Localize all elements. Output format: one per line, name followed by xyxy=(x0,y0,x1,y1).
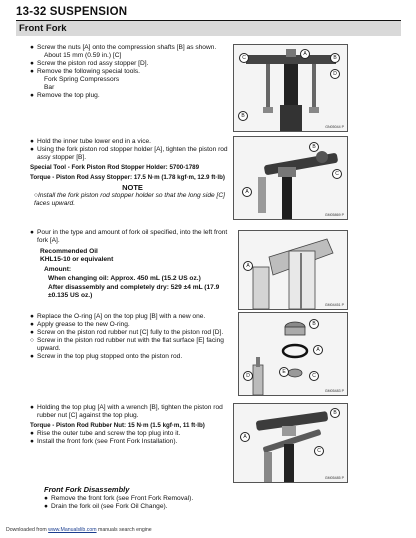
list-item: ● Remove the front fork (see Front Fork Removal). xyxy=(44,495,194,502)
figure-id: GM05869 P xyxy=(324,213,344,217)
list-item: ● Screw the nuts [A] onto the compression shafts [B] as shown. xyxy=(30,44,217,51)
figure-id: GN05044 P xyxy=(325,125,344,129)
callout: A xyxy=(243,261,253,271)
page-title: 13-32 SUSPENSION xyxy=(16,6,128,18)
list-item: ● Apply grease to the new O-ring. xyxy=(30,321,130,328)
figure-top-plug xyxy=(238,312,348,396)
figure-id: GM05483 P xyxy=(324,389,344,393)
step-block-4 xyxy=(30,313,235,361)
list-item: ● Remove the following special tools. xyxy=(30,68,140,75)
callout: A xyxy=(300,49,310,59)
callout: B xyxy=(330,408,340,418)
list-item: ● Using the fork piston rod stopper holder [A], tighten the piston rod assy stopper [B]. xyxy=(30,146,228,161)
callout: A xyxy=(242,187,252,197)
list-item: ● Replace the O-ring [A] on the top plug [B] with a new one. xyxy=(30,313,206,320)
amount-label: Amount: xyxy=(44,266,72,273)
callout: C xyxy=(332,169,342,179)
list-item: ● Pour in the type and amount of fork oil specified, into the left front fork [A]. xyxy=(30,229,228,244)
callout: D xyxy=(243,371,253,381)
amount-change: When changing oil: Approx. 450 mL (15.2 US oz.) xyxy=(48,275,201,282)
list-item: ● Screw on the piston rod rubber nut [C] fully to the piston rod [D]. xyxy=(30,329,224,336)
callout: C xyxy=(309,371,319,381)
list-item: About 15 mm (0.59 in.) [C] xyxy=(44,52,122,59)
callout: A xyxy=(240,432,250,442)
list-item: ● Holding the top plug [A] with a wrench [B], tighten the piston rod rubber nut [C] against the top plug. xyxy=(30,404,223,419)
callout: B xyxy=(330,53,340,63)
callout: B xyxy=(309,142,319,152)
callout: A xyxy=(313,345,323,355)
figure-id: GM04451 P xyxy=(324,303,344,307)
callout: B xyxy=(238,111,248,121)
subsection-title: Front Fork Disassembly xyxy=(44,485,130,494)
list-item: ● Rise the outer tube and screw the top plug into it. xyxy=(30,430,181,437)
section-title: Front Fork xyxy=(16,20,401,36)
callout: E xyxy=(279,367,289,377)
recommended-oil-value: KHL15-10 or equivalent xyxy=(40,256,114,263)
figure-stopper-holder xyxy=(233,136,348,220)
list-item: Bar xyxy=(44,84,55,91)
figure-wrench xyxy=(233,403,348,483)
footer-link[interactable]: www.Manualslib.com xyxy=(48,527,97,533)
list-item: Fork Spring Compressors xyxy=(44,76,120,83)
note-title: NOTE xyxy=(122,183,143,192)
note-text: ○Install the fork piston rod stopper holder so that the long side [C] faces upward. xyxy=(34,192,225,207)
list-item: ● Screw the piston rod assy stopper [D]. xyxy=(30,60,149,67)
list-item: ○ Screw in the piston rod rubber nut with the flat surface [E] facing upward. xyxy=(30,337,224,352)
callout: C xyxy=(239,53,249,63)
amount-after: After disassembly and completely dry: 529 ±4 mL (17.9 ±0.135 US oz.) xyxy=(48,284,220,299)
step-block-3 xyxy=(30,229,235,300)
subsection-block xyxy=(44,495,344,511)
list-item: ● Install the front fork (see Front Fork Installation). xyxy=(30,438,178,445)
step-block-5 xyxy=(30,404,235,446)
callout: D xyxy=(330,69,340,79)
page-header xyxy=(16,6,401,36)
list-item: ● Remove the top plug. xyxy=(30,92,100,99)
step-block-1 xyxy=(30,44,235,100)
footer-suffix: manuals search engine xyxy=(98,527,152,533)
callout: C xyxy=(314,446,324,456)
callout: B xyxy=(309,319,319,329)
torque-spec: Torque - Piston Rod Rubber Nut: 15 N·m (1.5 kgf·m, 11 ft·lb) xyxy=(30,422,205,429)
list-item: ● Screw in the top plug stopped onto the piston rod. xyxy=(30,353,183,360)
torque-spec: Torque - Piston Rod Assy Stopper: 17.5 N·m (1.78 kgf·m, 12.9 ft·lb) xyxy=(30,174,225,181)
footer-prefix: Downloaded from xyxy=(6,527,47,533)
step-block-2 xyxy=(30,138,235,208)
figure-id: GM05485 P xyxy=(324,476,344,480)
figure-oil-pour xyxy=(238,230,348,310)
list-item: ● Hold the inner tube lower end in a vice. xyxy=(30,138,151,145)
recommended-oil-label: Recommended Oil xyxy=(40,248,98,255)
footer xyxy=(6,527,152,533)
figure-compressor xyxy=(233,44,348,132)
list-item: ● Drain the fork oil (see Fork Oil Change). xyxy=(44,503,168,510)
special-tool: Special Tool - Fork Piston Rod Stopper Holder: 5700-1789 xyxy=(30,164,200,171)
